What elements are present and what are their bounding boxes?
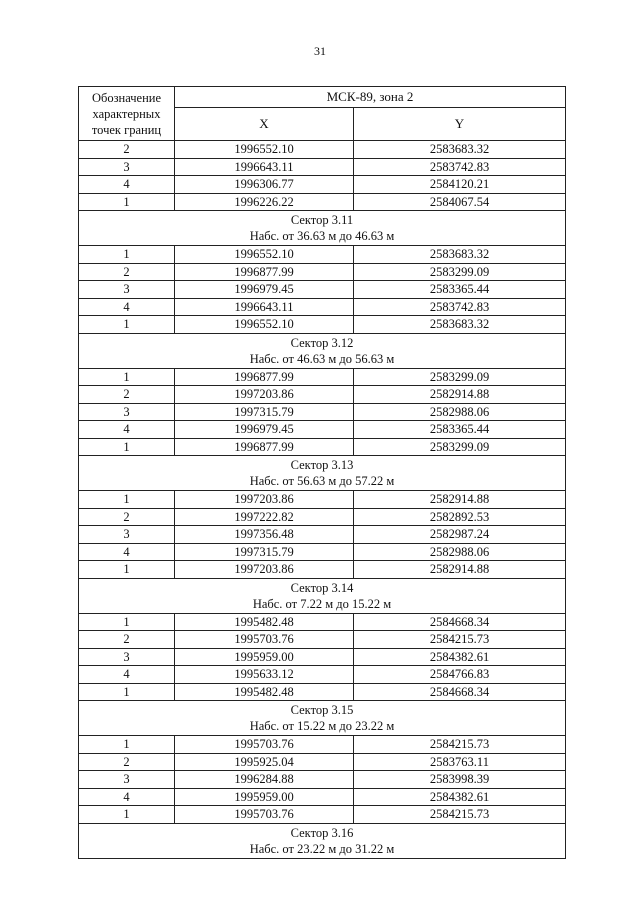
table-row bbox=[79, 561, 566, 579]
point-number-cell: 3 bbox=[79, 281, 175, 299]
table-row bbox=[79, 281, 566, 299]
y-coordinate-cell: 2584668.34 bbox=[354, 613, 566, 631]
point-number-cell: 1 bbox=[79, 246, 175, 264]
y-coordinate-cell: 2584215.73 bbox=[354, 631, 566, 649]
table-row bbox=[79, 666, 566, 684]
point-number-cell: 3 bbox=[79, 403, 175, 421]
x-coordinate-cell: 1997222.82 bbox=[175, 508, 354, 526]
table-row bbox=[79, 526, 566, 544]
y-coordinate-cell: 2583299.09 bbox=[354, 368, 566, 386]
sector-height-range: Набс. от 46.63 м до 56.63 м bbox=[249, 351, 395, 366]
table-row bbox=[79, 543, 566, 561]
y-coordinate-cell: 2584382.61 bbox=[354, 788, 566, 806]
point-number-cell: 4 bbox=[79, 788, 175, 806]
sector-height-range: Набс. от 7.22 м до 15.22 м bbox=[252, 596, 392, 611]
x-coordinate-cell: 1997203.86 bbox=[175, 491, 354, 509]
x-coordinate-cell: 1995703.76 bbox=[175, 736, 354, 754]
y-coordinate-cell: 2583742.83 bbox=[354, 298, 566, 316]
table-row bbox=[79, 298, 566, 316]
x-coordinate-cell: 1996877.99 bbox=[175, 438, 354, 456]
sector-header bbox=[79, 823, 566, 858]
x-coordinate-cell: 1996979.45 bbox=[175, 281, 354, 299]
y-coordinate-cell: 2583365.44 bbox=[354, 421, 566, 439]
table-row bbox=[79, 403, 566, 421]
page-number: 31 bbox=[314, 44, 326, 58]
point-number-cell: 4 bbox=[79, 421, 175, 439]
point-number-cell: 1 bbox=[79, 316, 175, 334]
point-number-cell: 1 bbox=[79, 491, 175, 509]
x-coordinate-cell: 1995482.48 bbox=[175, 613, 354, 631]
sector-header bbox=[79, 211, 566, 246]
x-coordinate-cell: 1995703.76 bbox=[175, 631, 354, 649]
table-row bbox=[79, 736, 566, 754]
sector-title: Сектор 3.15 bbox=[290, 703, 354, 717]
x-coordinate-cell: 1997315.79 bbox=[175, 403, 354, 421]
point-number-cell: 1 bbox=[79, 736, 175, 754]
table-row bbox=[79, 141, 566, 159]
y-coordinate-cell: 2583365.44 bbox=[354, 281, 566, 299]
sector-height-range: Набс. от 23.22 м до 31.22 м bbox=[249, 841, 395, 856]
y-coordinate-cell: 2583742.83 bbox=[354, 158, 566, 176]
y-coordinate-cell: 2583683.32 bbox=[354, 141, 566, 159]
y-coordinate-cell: 2583299.09 bbox=[354, 263, 566, 281]
y-coordinate-cell: 2582914.88 bbox=[354, 561, 566, 579]
table-row bbox=[79, 368, 566, 386]
sector-header-row bbox=[79, 211, 566, 246]
y-coordinate-cell: 2584215.73 bbox=[354, 806, 566, 824]
point-number-cell: 1 bbox=[79, 368, 175, 386]
y-coordinate-cell: 2583299.09 bbox=[354, 438, 566, 456]
point-number-cell: 3 bbox=[79, 158, 175, 176]
sector-header bbox=[79, 333, 566, 368]
point-number-cell: 2 bbox=[79, 508, 175, 526]
table-row bbox=[79, 771, 566, 789]
y-coordinate-cell: 2583683.32 bbox=[354, 246, 566, 264]
y-coordinate-cell: 2582914.88 bbox=[354, 491, 566, 509]
y-coordinate-cell: 2584766.83 bbox=[354, 666, 566, 684]
sector-header bbox=[79, 456, 566, 491]
point-number-cell: 1 bbox=[79, 806, 175, 824]
x-coordinate-cell: 1995633.12 bbox=[175, 666, 354, 684]
y-coordinate-cell: 2582914.88 bbox=[354, 386, 566, 404]
y-coordinate-cell: 2582987.24 bbox=[354, 526, 566, 544]
y-coordinate-cell: 2583763.11 bbox=[354, 753, 566, 771]
point-number-cell: 2 bbox=[79, 753, 175, 771]
x-coordinate-cell: 1995959.00 bbox=[175, 648, 354, 666]
sector-header-row bbox=[79, 578, 566, 613]
header-x: X bbox=[175, 108, 354, 141]
y-coordinate-cell: 2584668.34 bbox=[354, 683, 566, 701]
y-coordinate-cell: 2583683.32 bbox=[354, 316, 566, 334]
y-coordinate-cell: 2584382.61 bbox=[354, 648, 566, 666]
sector-title: Сектор 3.16 bbox=[290, 825, 354, 840]
x-coordinate-cell: 1997356.48 bbox=[175, 526, 354, 544]
header-y: Y bbox=[354, 108, 566, 141]
x-coordinate-cell: 1995959.00 bbox=[175, 788, 354, 806]
x-coordinate-cell: 1995703.76 bbox=[175, 806, 354, 824]
table-row bbox=[79, 491, 566, 509]
sector-height-range: Набс. от 15.22 м до 23.22 м bbox=[249, 719, 395, 733]
x-coordinate-cell: 1996552.10 bbox=[175, 141, 354, 159]
x-coordinate-cell: 1997203.86 bbox=[175, 561, 354, 579]
point-number-cell: 2 bbox=[79, 386, 175, 404]
sector-header-row bbox=[79, 456, 566, 491]
point-number-cell: 3 bbox=[79, 771, 175, 789]
point-number-cell: 4 bbox=[79, 666, 175, 684]
sector-title: Сектор 3.11 bbox=[290, 213, 354, 227]
point-number-cell: 1 bbox=[79, 561, 175, 579]
y-coordinate-cell: 2584120.21 bbox=[354, 176, 566, 194]
point-number-cell: 1 bbox=[79, 683, 175, 701]
y-coordinate-cell: 2582892.53 bbox=[354, 508, 566, 526]
point-number-cell: 2 bbox=[79, 631, 175, 649]
sector-header-row bbox=[79, 701, 566, 736]
point-number-cell: 3 bbox=[79, 526, 175, 544]
header-point-label: Обозначение характерных точек границ bbox=[79, 87, 175, 141]
x-coordinate-cell: 1997315.79 bbox=[175, 543, 354, 561]
point-number-cell: 4 bbox=[79, 543, 175, 561]
x-coordinate-cell: 1996877.99 bbox=[175, 263, 354, 281]
x-coordinate-cell: 1996552.10 bbox=[175, 316, 354, 334]
x-coordinate-cell: 1996306.77 bbox=[175, 176, 354, 194]
table-row bbox=[79, 683, 566, 701]
point-number-cell: 1 bbox=[79, 438, 175, 456]
point-number-cell: 1 bbox=[79, 193, 175, 211]
header-coordinate-system: МСК-89, зона 2 bbox=[175, 87, 566, 108]
table-row bbox=[79, 788, 566, 806]
table-row bbox=[79, 806, 566, 824]
table-row bbox=[79, 246, 566, 264]
x-coordinate-cell: 1997203.86 bbox=[175, 386, 354, 404]
table-row bbox=[79, 316, 566, 334]
point-number-cell: 3 bbox=[79, 648, 175, 666]
sector-height-range: Набс. от 56.63 м до 57.22 м bbox=[249, 474, 395, 488]
table-row bbox=[79, 613, 566, 631]
table-row bbox=[79, 193, 566, 211]
x-coordinate-cell: 1996284.88 bbox=[175, 771, 354, 789]
table-row bbox=[79, 421, 566, 439]
x-coordinate-cell: 1996979.45 bbox=[175, 421, 354, 439]
x-coordinate-cell: 1995925.04 bbox=[175, 753, 354, 771]
coordinates-table-body bbox=[79, 87, 566, 859]
sector-title: Сектор 3.14 bbox=[290, 580, 354, 595]
x-coordinate-cell: 1996226.22 bbox=[175, 193, 354, 211]
header-row-top bbox=[79, 87, 566, 108]
table-row bbox=[79, 631, 566, 649]
y-coordinate-cell: 2582988.06 bbox=[354, 543, 566, 561]
table-row bbox=[79, 263, 566, 281]
sector-title: Сектор 3.12 bbox=[290, 335, 354, 350]
table-row bbox=[79, 158, 566, 176]
y-coordinate-cell: 2582988.06 bbox=[354, 403, 566, 421]
sector-header-row bbox=[79, 823, 566, 858]
sector-header bbox=[79, 578, 566, 613]
table-row bbox=[79, 648, 566, 666]
x-coordinate-cell: 1996552.10 bbox=[175, 246, 354, 264]
sector-header-row bbox=[79, 333, 566, 368]
sector-title: Сектор 3.13 bbox=[290, 458, 354, 472]
coordinates-table bbox=[78, 86, 566, 859]
table-row bbox=[79, 753, 566, 771]
point-number-cell: 4 bbox=[79, 298, 175, 316]
point-number-cell: 4 bbox=[79, 176, 175, 194]
sector-header bbox=[79, 701, 566, 736]
point-number-cell: 1 bbox=[79, 613, 175, 631]
y-coordinate-cell: 2584067.54 bbox=[354, 193, 566, 211]
x-coordinate-cell: 1996643.11 bbox=[175, 298, 354, 316]
table-row bbox=[79, 176, 566, 194]
y-coordinate-cell: 2583998.39 bbox=[354, 771, 566, 789]
x-coordinate-cell: 1996877.99 bbox=[175, 368, 354, 386]
point-number-cell: 2 bbox=[79, 141, 175, 159]
x-coordinate-cell: 1995482.48 bbox=[175, 683, 354, 701]
x-coordinate-cell: 1996643.11 bbox=[175, 158, 354, 176]
table-row bbox=[79, 386, 566, 404]
sector-height-range: Набс. от 36.63 м до 46.63 м bbox=[249, 229, 395, 243]
table-row bbox=[79, 508, 566, 526]
point-number-cell: 2 bbox=[79, 263, 175, 281]
table-row bbox=[79, 438, 566, 456]
y-coordinate-cell: 2584215.73 bbox=[354, 736, 566, 754]
